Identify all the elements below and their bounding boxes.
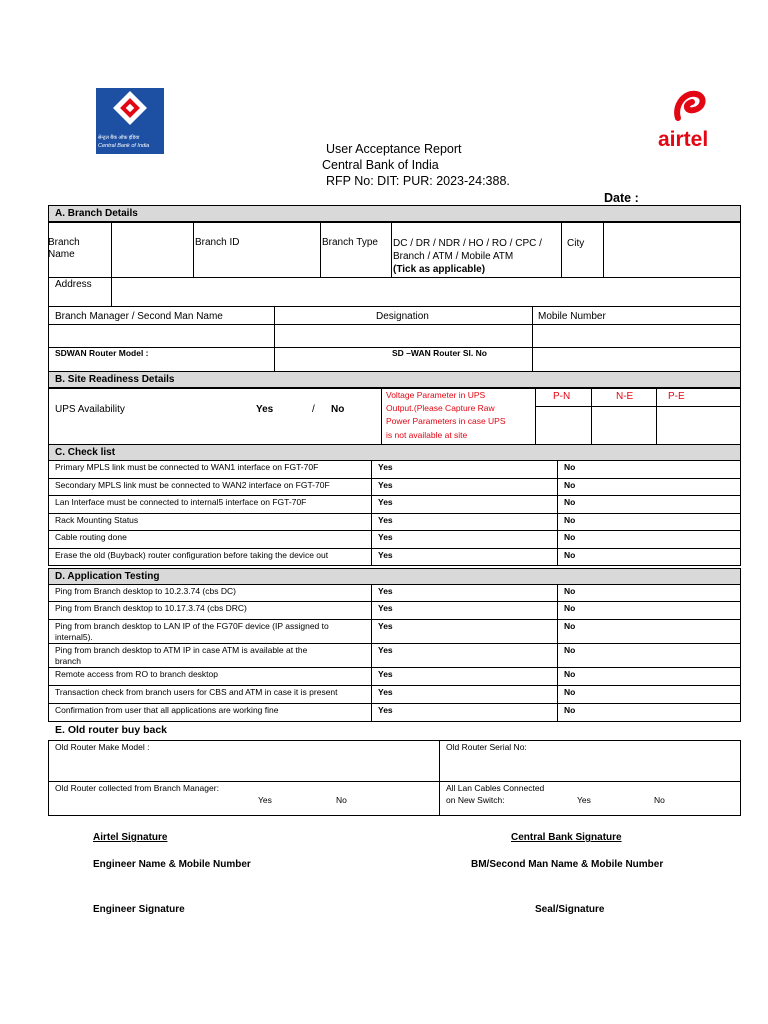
row-yes-option[interactable]: Yes (378, 687, 393, 697)
row-label: Ping from Branch desktop to 10.2.3.74 (cbs DC) (55, 586, 236, 596)
row-label: Cable routing done (55, 532, 127, 542)
row-label: Ping from branch desktop to LAN IP of the FG70F device (IP assigned to (55, 621, 329, 631)
cbi-logo-text-en: Central Bank of India (98, 143, 150, 149)
cbi-emblem-icon (96, 88, 164, 136)
ups-yes[interactable]: Yes (256, 404, 274, 415)
row-label: Ping from branch desktop to ATM IP in case ATM is available at the (55, 645, 308, 655)
row-yes-option[interactable]: Yes (378, 669, 393, 679)
airtel-signature-label: Airtel Signature (93, 832, 168, 843)
collected-yes[interactable]: Yes (258, 795, 272, 805)
lan-connected-label-1: All Lan Cables Connected (446, 783, 545, 793)
seal-signature-label: Seal/Signature (535, 904, 605, 915)
voltage-note-2: Output.(Please Capture Raw (386, 403, 495, 413)
tick-note: (Tick as applicable) (393, 264, 486, 275)
section-c-header: C. Check list (48, 444, 741, 461)
address-label: Address (55, 279, 92, 290)
designation-label: Designation (376, 311, 429, 322)
row-label: Remote access from RO to branch desktop (55, 669, 218, 679)
bm-entry-row[interactable] (48, 325, 741, 348)
row-no-option[interactable]: No (564, 603, 576, 613)
row-yes-option[interactable]: Yes (378, 515, 393, 525)
row-yes-option[interactable]: Yes (378, 462, 393, 472)
branch-type-options-1[interactable]: DC / DR / NDR / HO / RO / CPC / (393, 238, 542, 249)
branch-id-field[interactable] (240, 223, 319, 277)
branch-type-label: Branch Type (322, 237, 378, 248)
row-no-option[interactable]: No (564, 497, 576, 507)
voltage-note-4: is not available at site (386, 430, 468, 440)
voltage-note-3: Power Parameters in case UPS (386, 416, 506, 426)
address-field[interactable] (112, 279, 740, 306)
branch-id-label: Branch ID (195, 237, 240, 248)
section-e-header: E. Old router buy back (55, 724, 168, 736)
section-d-header: D. Application Testing (48, 568, 741, 585)
row-label: Erase the old (Buyback) router configuration before taking the device out (55, 550, 329, 560)
cbi-logo-text-hi: सेन्ट्रल बैंक ऑफ़ इंडिया (98, 135, 140, 141)
lan-connected-label-2: on New Switch: (446, 795, 505, 805)
engineer-signature-label: Engineer Signature (93, 904, 185, 915)
router-serial-label: SD –WAN Router Sl. No (392, 348, 487, 358)
row-yes-option[interactable]: Yes (378, 603, 393, 613)
rfp-number: RFP No: DIT: PUR: 2023-24:388. (326, 174, 510, 188)
row-yes-option[interactable]: Yes (378, 645, 393, 655)
row-label: Primary MPLS link must be connected to WAN1 interface on FGT-70F (55, 462, 319, 472)
row-no-option[interactable]: No (564, 669, 576, 679)
city-field[interactable] (604, 223, 740, 277)
ups-no[interactable]: No (331, 404, 345, 415)
row-yes-option[interactable]: Yes (378, 550, 393, 560)
row-label: Secondary MPLS link must be connected to WAN2 interface on FGT-70F (55, 480, 330, 490)
branch-type-options-2[interactable]: Branch / ATM / Mobile ATM (393, 251, 514, 262)
row-label-continued: branch (55, 656, 81, 666)
report-title: User Acceptance Report (326, 142, 462, 156)
section-a-header: A. Branch Details (48, 205, 741, 222)
bank-name: Central Bank of India (322, 158, 439, 172)
old-router-make-label: Old Router Make Model : (55, 742, 150, 752)
row-label: Rack Mounting Status (55, 515, 139, 525)
ups-slash: / (312, 404, 315, 415)
old-router-collected-label: Old Router collected from Branch Manager: (55, 783, 219, 793)
cbi-signature-label: Central Bank Signature (511, 832, 622, 843)
row-no-option[interactable]: No (564, 480, 576, 490)
airtel-swirl-icon (670, 88, 710, 128)
date-label: Date : (604, 191, 639, 205)
cbi-logo (96, 88, 164, 154)
branch-name-field[interactable] (112, 223, 192, 277)
row-yes-option[interactable]: Yes (378, 705, 393, 715)
airtel-logo (656, 88, 720, 154)
old-router-box (48, 740, 741, 816)
section-b-header: B. Site Readiness Details (48, 371, 741, 388)
collected-no[interactable]: No (336, 795, 347, 805)
row-label-continued: internal5). (55, 632, 93, 642)
row-label: Confirmation from user that all applications are working fine (55, 705, 279, 715)
row-no-option[interactable]: No (564, 705, 576, 715)
row-no-option[interactable]: No (564, 550, 576, 560)
voltage-note-1: Voltage Parameter in UPS (386, 390, 486, 400)
row-label: Ping from Branch desktop to 10.17.3.74 (cbs DRC) (55, 603, 247, 613)
row-yes-option[interactable]: Yes (378, 480, 393, 490)
row-label: Transaction check from branch users for CBS and ATM in case it is present (55, 687, 338, 697)
checklist-row (48, 514, 741, 531)
row-yes-option[interactable]: Yes (378, 497, 393, 507)
row-yes-option[interactable]: Yes (378, 532, 393, 542)
bm-name-mobile-label: BM/Second Man Name & Mobile Number (471, 859, 664, 870)
branch-name-label: Branch Name (48, 237, 80, 260)
row-no-option[interactable]: No (564, 645, 576, 655)
row-no-option[interactable]: No (564, 515, 576, 525)
engineer-name-label: Engineer Name & Mobile Number (93, 859, 251, 870)
router-model-label: SDWAN Router Model : (55, 348, 149, 358)
row-no-option[interactable]: No (564, 621, 576, 631)
city-label: City (567, 238, 585, 249)
row-yes-option[interactable]: Yes (378, 621, 393, 631)
old-router-serial-label: Old Router Serial No: (446, 742, 527, 752)
bm-name-label: Branch Manager / Second Man Name (55, 311, 223, 322)
mobile-label: Mobile Number (538, 311, 606, 322)
lan-no[interactable]: No (654, 795, 665, 805)
pn-label: P-N (553, 391, 571, 402)
row-yes-option[interactable]: Yes (378, 586, 393, 596)
row-no-option[interactable]: No (564, 687, 576, 697)
lan-yes[interactable]: Yes (577, 795, 591, 805)
ups-label: UPS Availability (55, 404, 125, 415)
row-no-option[interactable]: No (564, 462, 576, 472)
airtel-logo-text: airtel (658, 128, 709, 151)
pe-label: P-E (668, 391, 685, 402)
row-no-option[interactable]: No (564, 532, 576, 542)
row-label: Lan Interface must be connected to internal5 interface on FGT-70F (55, 497, 307, 507)
checklist-row (48, 531, 741, 549)
row-no-option[interactable]: No (564, 586, 576, 596)
ne-label: N-E (616, 391, 634, 402)
